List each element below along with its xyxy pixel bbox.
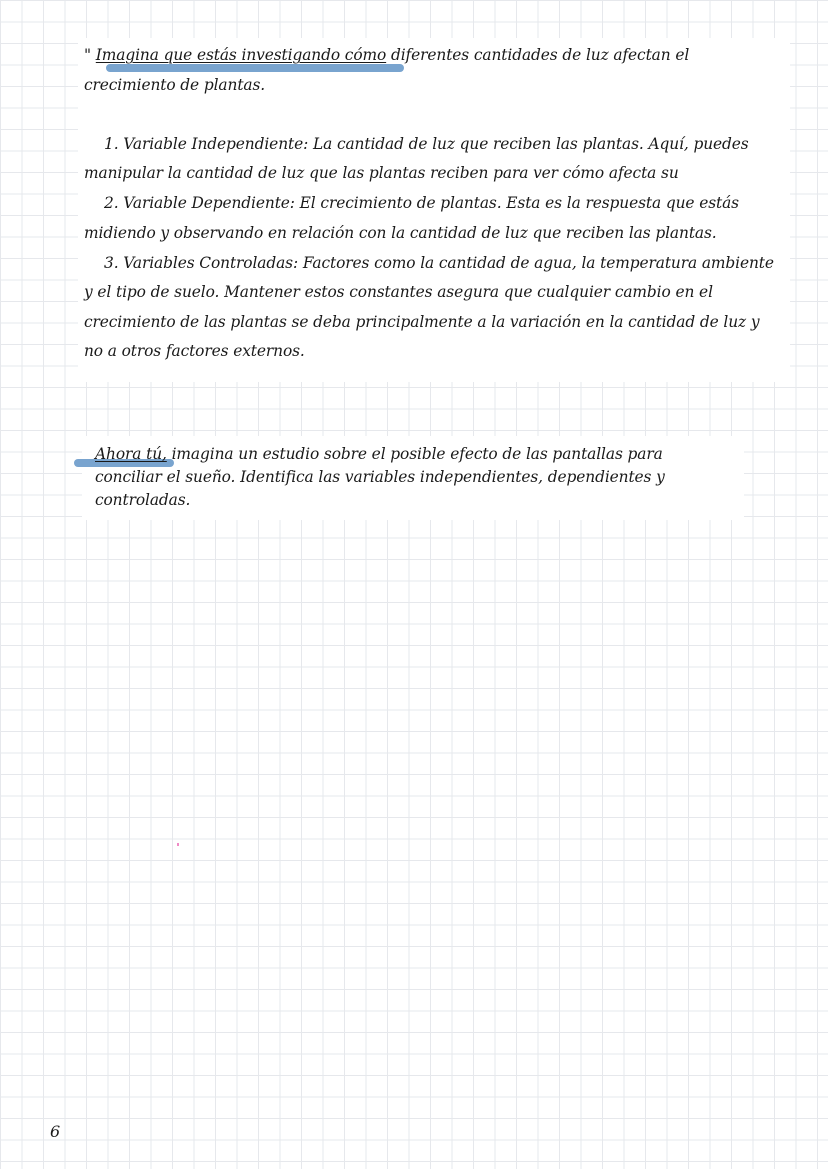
variable-1-line-1 (104, 134, 749, 154)
intro-line-2: crecimiento de plantas. (84, 76, 266, 94)
exercise-highlighted-text: Ahora tú, (95, 445, 167, 463)
variable-3-text-1: Variables Controladas: Factores como la cantidad de agua, la temperatura ambiente (123, 254, 774, 272)
variable-2-text-1: Variable Dependiente: El crecimiento de plantas. Esta es la respuesta que estás (123, 194, 739, 212)
variable-2-line-2: midiendo y observando en relación con la cantidad de luz que reciben las plantas. (84, 224, 717, 242)
variable-3-line-1 (104, 253, 774, 273)
exercise-line-1 (95, 444, 663, 464)
quote-mark: " (84, 46, 91, 64)
exercise-line-1-rest: imagina un estudio sobre el posible efecto de las pantallas para (171, 445, 663, 463)
intro-highlighted-text: Imagina que estás investigando cómo (95, 46, 387, 64)
exercise-line-3: controladas. (95, 491, 191, 509)
variable-3-number: 3. (104, 254, 119, 272)
intro-line-1 (84, 45, 689, 65)
page-number: 6 (50, 1122, 61, 1141)
variable-3-line-4: no a otros factores externos. (84, 342, 305, 360)
variable-2-line-1 (104, 193, 739, 213)
variable-3-line-2: y el tipo de suelo. Mantener estos constantes asegura que cualquier cambio en el (84, 283, 713, 301)
exercise-line-2: conciliar el sueño. Identifica las variables independientes, dependientes y (95, 468, 665, 486)
variable-1-line-2: manipular la cantidad de luz que las plantas reciben para ver cómo afecta su (84, 164, 679, 182)
variable-1-text-1: Variable Independiente: La cantidad de luz que reciben las plantas. Aquí, puedes (123, 135, 749, 153)
variable-2-number: 2. (104, 194, 119, 212)
intro-line-1-rest: diferentes cantidades de luz afectan el (390, 46, 690, 64)
highlight-stroke-intro (106, 64, 404, 72)
variable-1-number: 1. (104, 135, 119, 153)
variable-3-line-3: crecimiento de las plantas se deba principalmente a la variación en la cantidad de luz y (84, 313, 760, 331)
pink-ink-mark (177, 843, 179, 846)
